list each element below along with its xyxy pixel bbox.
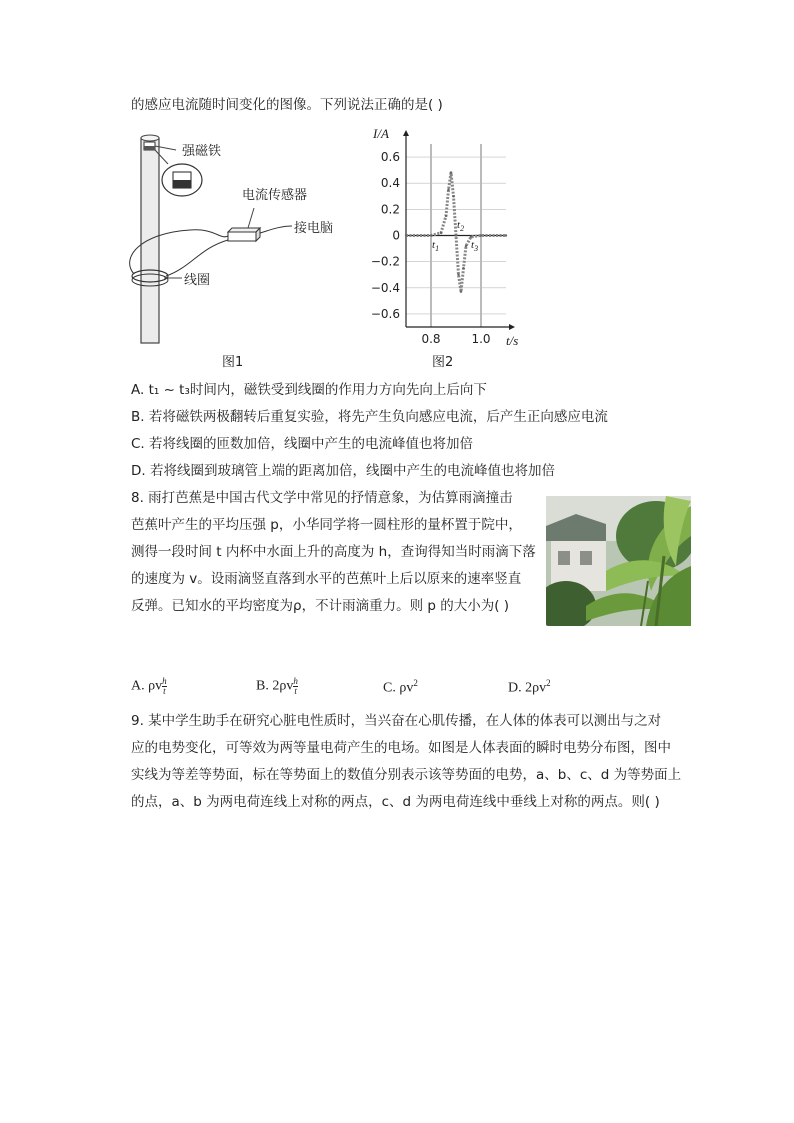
current-series-point <box>447 189 449 191</box>
q8-option-a-prefix: A. ρv <box>131 678 163 694</box>
current-series-point <box>462 267 464 269</box>
q9-line-2: 应的电势变化，可等效为两等量电荷产生的电场。如图是人体表面的瞬时电势分布图，图中 <box>131 740 671 756</box>
q7-option-a: A. t₁ ~ t₃时间内，磁铁受到线圈的作用力方向先向上后向下 <box>131 382 487 398</box>
current-series-point <box>505 234 507 236</box>
figure-1-caption: 图1 <box>222 355 244 370</box>
current-series-point <box>457 274 459 276</box>
banana-plant-photo <box>546 496 691 626</box>
q8-option-c-text: C. ρv <box>383 680 414 696</box>
x-tick-label: 1.0 <box>471 332 491 346</box>
magnet-small-pole <box>144 146 155 150</box>
figure-2-caption: 图2 <box>432 355 454 370</box>
frac-numerator: h <box>162 676 167 686</box>
q8-line-3: 测得一段时间 t 内杯中水面上升的高度为 h，查询得知当时雨滴下落 <box>131 544 536 560</box>
current-series-point <box>445 215 447 217</box>
y-tick-label: 0.6 <box>380 150 400 165</box>
q9-line-3: 实线为等差等势面，标在等势面上的数值分别表示该等势面的电势，a、b、c、d 为等势面上 <box>131 767 682 783</box>
y-tick-label: 0.4 <box>380 176 400 191</box>
q8-line-5: 反弹。已知水的平均密度为ρ，不计雨滴重力。则 p 的大小为( ) <box>131 598 510 614</box>
frac-denominator: t <box>294 686 297 696</box>
q7-option-c: C. 若将线圈的匝数加倍，线圈中产生的电流峰值也将加倍 <box>131 436 474 452</box>
current-series-point <box>455 234 457 236</box>
glass-tube <box>141 138 159 343</box>
q8-option-b <box>256 677 298 696</box>
current-series-point <box>405 234 407 236</box>
q8-option-c <box>383 678 418 697</box>
label-magnet: 强磁铁 <box>182 144 222 159</box>
y-tick-label: −0.6 <box>370 306 400 321</box>
y-tick-label: −0.2 <box>370 254 400 269</box>
q8-option-b-fraction <box>293 677 298 696</box>
q8-option-c-sup: 2 <box>413 678 418 688</box>
y-tick-label: −0.4 <box>370 280 400 295</box>
figure-2 <box>360 122 540 370</box>
y-axis-label: I/A <box>373 126 389 141</box>
figure-1-drawing <box>120 128 360 368</box>
tube-top <box>141 135 159 141</box>
chart-series <box>405 172 507 293</box>
q8-line-4: 的速度为 v。设雨滴竖直落到水平的芭蕉叶上后以原来的速率竖直 <box>131 571 522 587</box>
current-series-point <box>452 195 454 197</box>
q8-option-a-fraction <box>162 677 167 696</box>
current-series-point <box>480 234 482 236</box>
q7-option-d: D. 若将线圈到玻璃管上端的距离加倍，线圈中产生的电流峰值也将加倍 <box>131 463 555 479</box>
q9-line-4: 的点，a、b 为两电荷连线上对称的两点，c、d 为两电荷连线中垂线上对称的两点。则( ) <box>131 794 660 810</box>
magnet-large-pole <box>173 180 191 188</box>
x-axis-label: t/s <box>506 333 519 348</box>
q8-line-1: 8. 雨打芭蕉是中国古代文学中常见的抒情意象，为估算雨滴撞击 <box>131 490 513 506</box>
t2-label: $t_2$ <box>457 219 465 234</box>
current-series-line <box>406 173 506 292</box>
frac-denominator: t <box>163 686 166 696</box>
q9-line-1: 9. 某中学生助手在研究心脏电性质时，当兴奋在心肌传播，在人体的体表可以测出与之对 <box>131 713 662 729</box>
x-axis-arrow <box>509 324 515 330</box>
y-axis-arrow <box>403 130 409 136</box>
y-tick-label: 0.2 <box>380 202 400 217</box>
q8-line-2: 芭蕉叶产生的平均压强 p，小华同学将一圆柱形的量杯置于院中， <box>131 517 522 533</box>
current-time-chart <box>360 122 540 347</box>
figure-1 <box>120 128 360 368</box>
q8-option-d-sup: 2 <box>546 678 551 688</box>
current-series-point <box>465 245 467 247</box>
t1-label: $t_1$ <box>432 239 440 254</box>
current-series-point <box>440 232 442 234</box>
current-series-point <box>460 291 462 293</box>
t3-label: $t_3$ <box>471 239 479 254</box>
question-intro-line: 的感应电流随时间变化的图像。下列说法正确的是( ) <box>131 97 443 113</box>
q8-option-a <box>131 677 167 696</box>
q8-option-d <box>508 678 551 697</box>
x-tick-label: 0.8 <box>421 332 441 346</box>
y-tick-label: 0 <box>392 228 400 243</box>
sensor-box <box>228 232 256 241</box>
label-coil: 线圈 <box>184 273 211 288</box>
q8-option-b-prefix: B. 2ρv <box>256 678 294 694</box>
sensor-leader <box>248 208 254 228</box>
frac-numerator: h <box>293 676 298 686</box>
label-sensor: 电流传感器 <box>242 188 308 203</box>
banana-plant-image <box>546 496 691 626</box>
current-series-point <box>470 236 472 238</box>
q8-option-d-text: D. 2ρv <box>508 680 547 696</box>
label-computer: 接电脑 <box>294 221 334 236</box>
sensor-top <box>228 228 260 232</box>
q7-option-b: B. 若将磁铁两极翻转后重复实验，将先产生负向感应电流，后产生正向感应电流 <box>131 409 608 425</box>
current-series-point <box>430 234 432 236</box>
current-series-point <box>450 172 452 174</box>
computer-wire <box>260 226 292 233</box>
